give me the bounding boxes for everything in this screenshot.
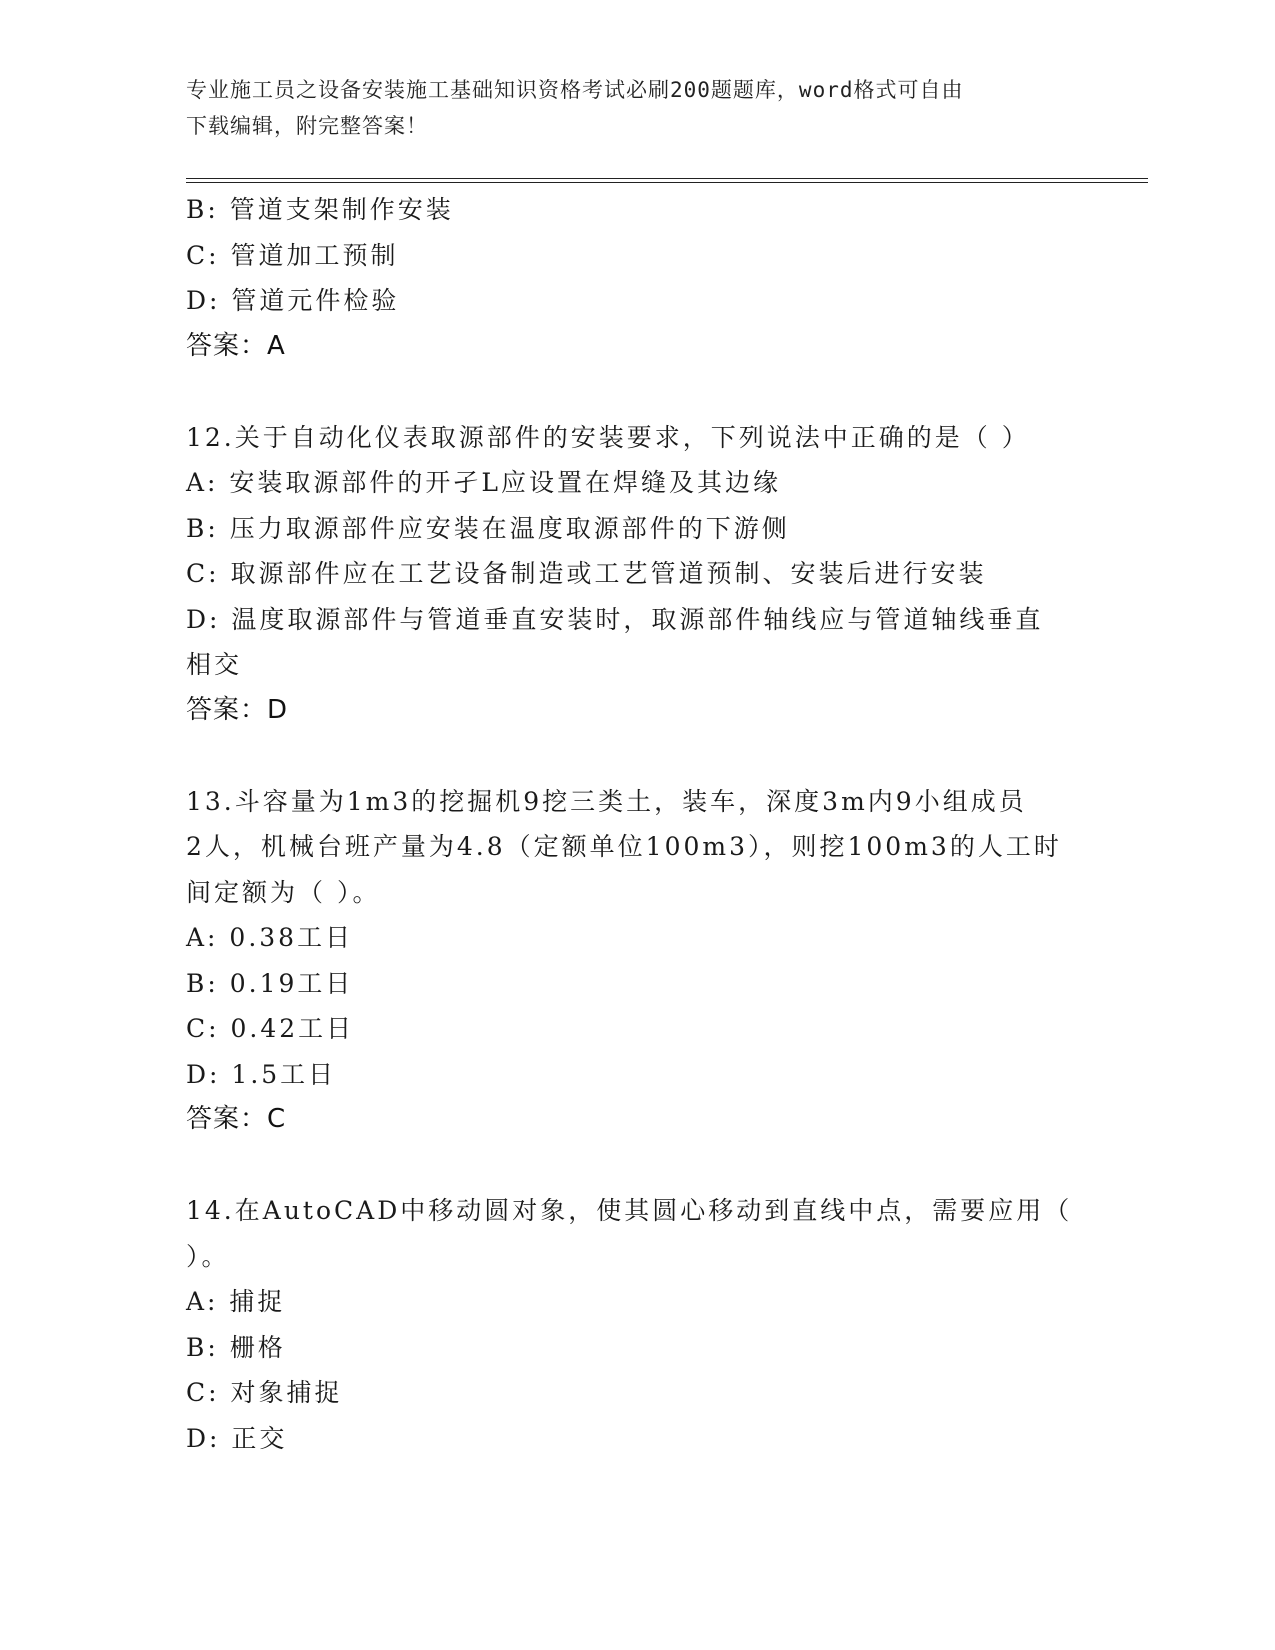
header-line-2: 下载编辑，附完整答案！: [186, 114, 428, 138]
q14-option-c: C: 对象捕捉: [186, 1378, 343, 1407]
q13-stem-line-3: 间定额为（ ）。: [186, 877, 381, 907]
q12-option-b: B: 压力取源部件应安装在温度取源部件的下游侧: [186, 513, 790, 543]
q13-option-a: A: 0.38工日: [186, 923, 354, 952]
q12-option-d: D: 温度取源部件与管道垂直安装时，取源部件轴线应与管道轴线垂直: [186, 604, 1044, 634]
q12-option-c: C: 取源部件应在工艺设备制造或工艺管道预制、安装后进行安装: [186, 559, 987, 588]
q11-option-c: C: 管道加工预制: [186, 240, 399, 270]
spacer: [186, 733, 1086, 779]
spacer: [186, 1143, 1086, 1189]
q13-option-c: C: 0.42工日: [186, 1014, 355, 1043]
q13-answer: 答案：C: [186, 1104, 287, 1134]
document-header: [186, 72, 1066, 144]
q13-stem-line-2: 2人，机械台班产量为4.8（定额单位100m3），则挖100m3的人工时: [186, 832, 1062, 861]
q14-stem-line-1: 14.在AutoCAD中移动圆对象，使其圆心移动到直线中点，需要应用（: [186, 1196, 1073, 1225]
question-content: [186, 187, 1086, 1461]
q11-option-d: D: 管道元件检验: [186, 286, 400, 315]
q12-answer: 答案：D: [186, 694, 289, 725]
q12-option-a: A: 安装取源部件的开孑L应设置在焊缝及其边缘: [186, 468, 782, 497]
spacer: [186, 369, 1086, 415]
q11-answer: 答案：A: [186, 330, 286, 361]
q12-stem: 12.关于自动化仪表取源部件的安装要求，下列说法中正确的是（ ）: [186, 422, 1030, 452]
q14-option-a: A: 捕捉: [186, 1287, 286, 1316]
q12-option-d-continued: 相交: [186, 650, 243, 679]
header-rule-top: [186, 178, 1148, 179]
q13-option-d: D: 1.5工日: [186, 1059, 337, 1089]
q11-option-b: B: 管道支架制作安装: [186, 195, 454, 224]
q14-option-d: D: 正交: [186, 1423, 288, 1453]
q14-option-b: B: 栅格: [186, 1332, 286, 1362]
header-rule-bottom: [186, 182, 1148, 183]
q14-stem-line-2: ）。: [186, 1241, 230, 1271]
header-line-1: 专业施工员之设备安装施工基础知识资格考试必刷200题题库，word格式可自由: [186, 78, 964, 102]
q13-stem-line-1: 13.斗容量为1m3的挖掘机9挖三类土，装车，深度3m内9小组成员: [186, 786, 1027, 816]
q13-option-b: B: 0.19工日: [186, 968, 354, 998]
